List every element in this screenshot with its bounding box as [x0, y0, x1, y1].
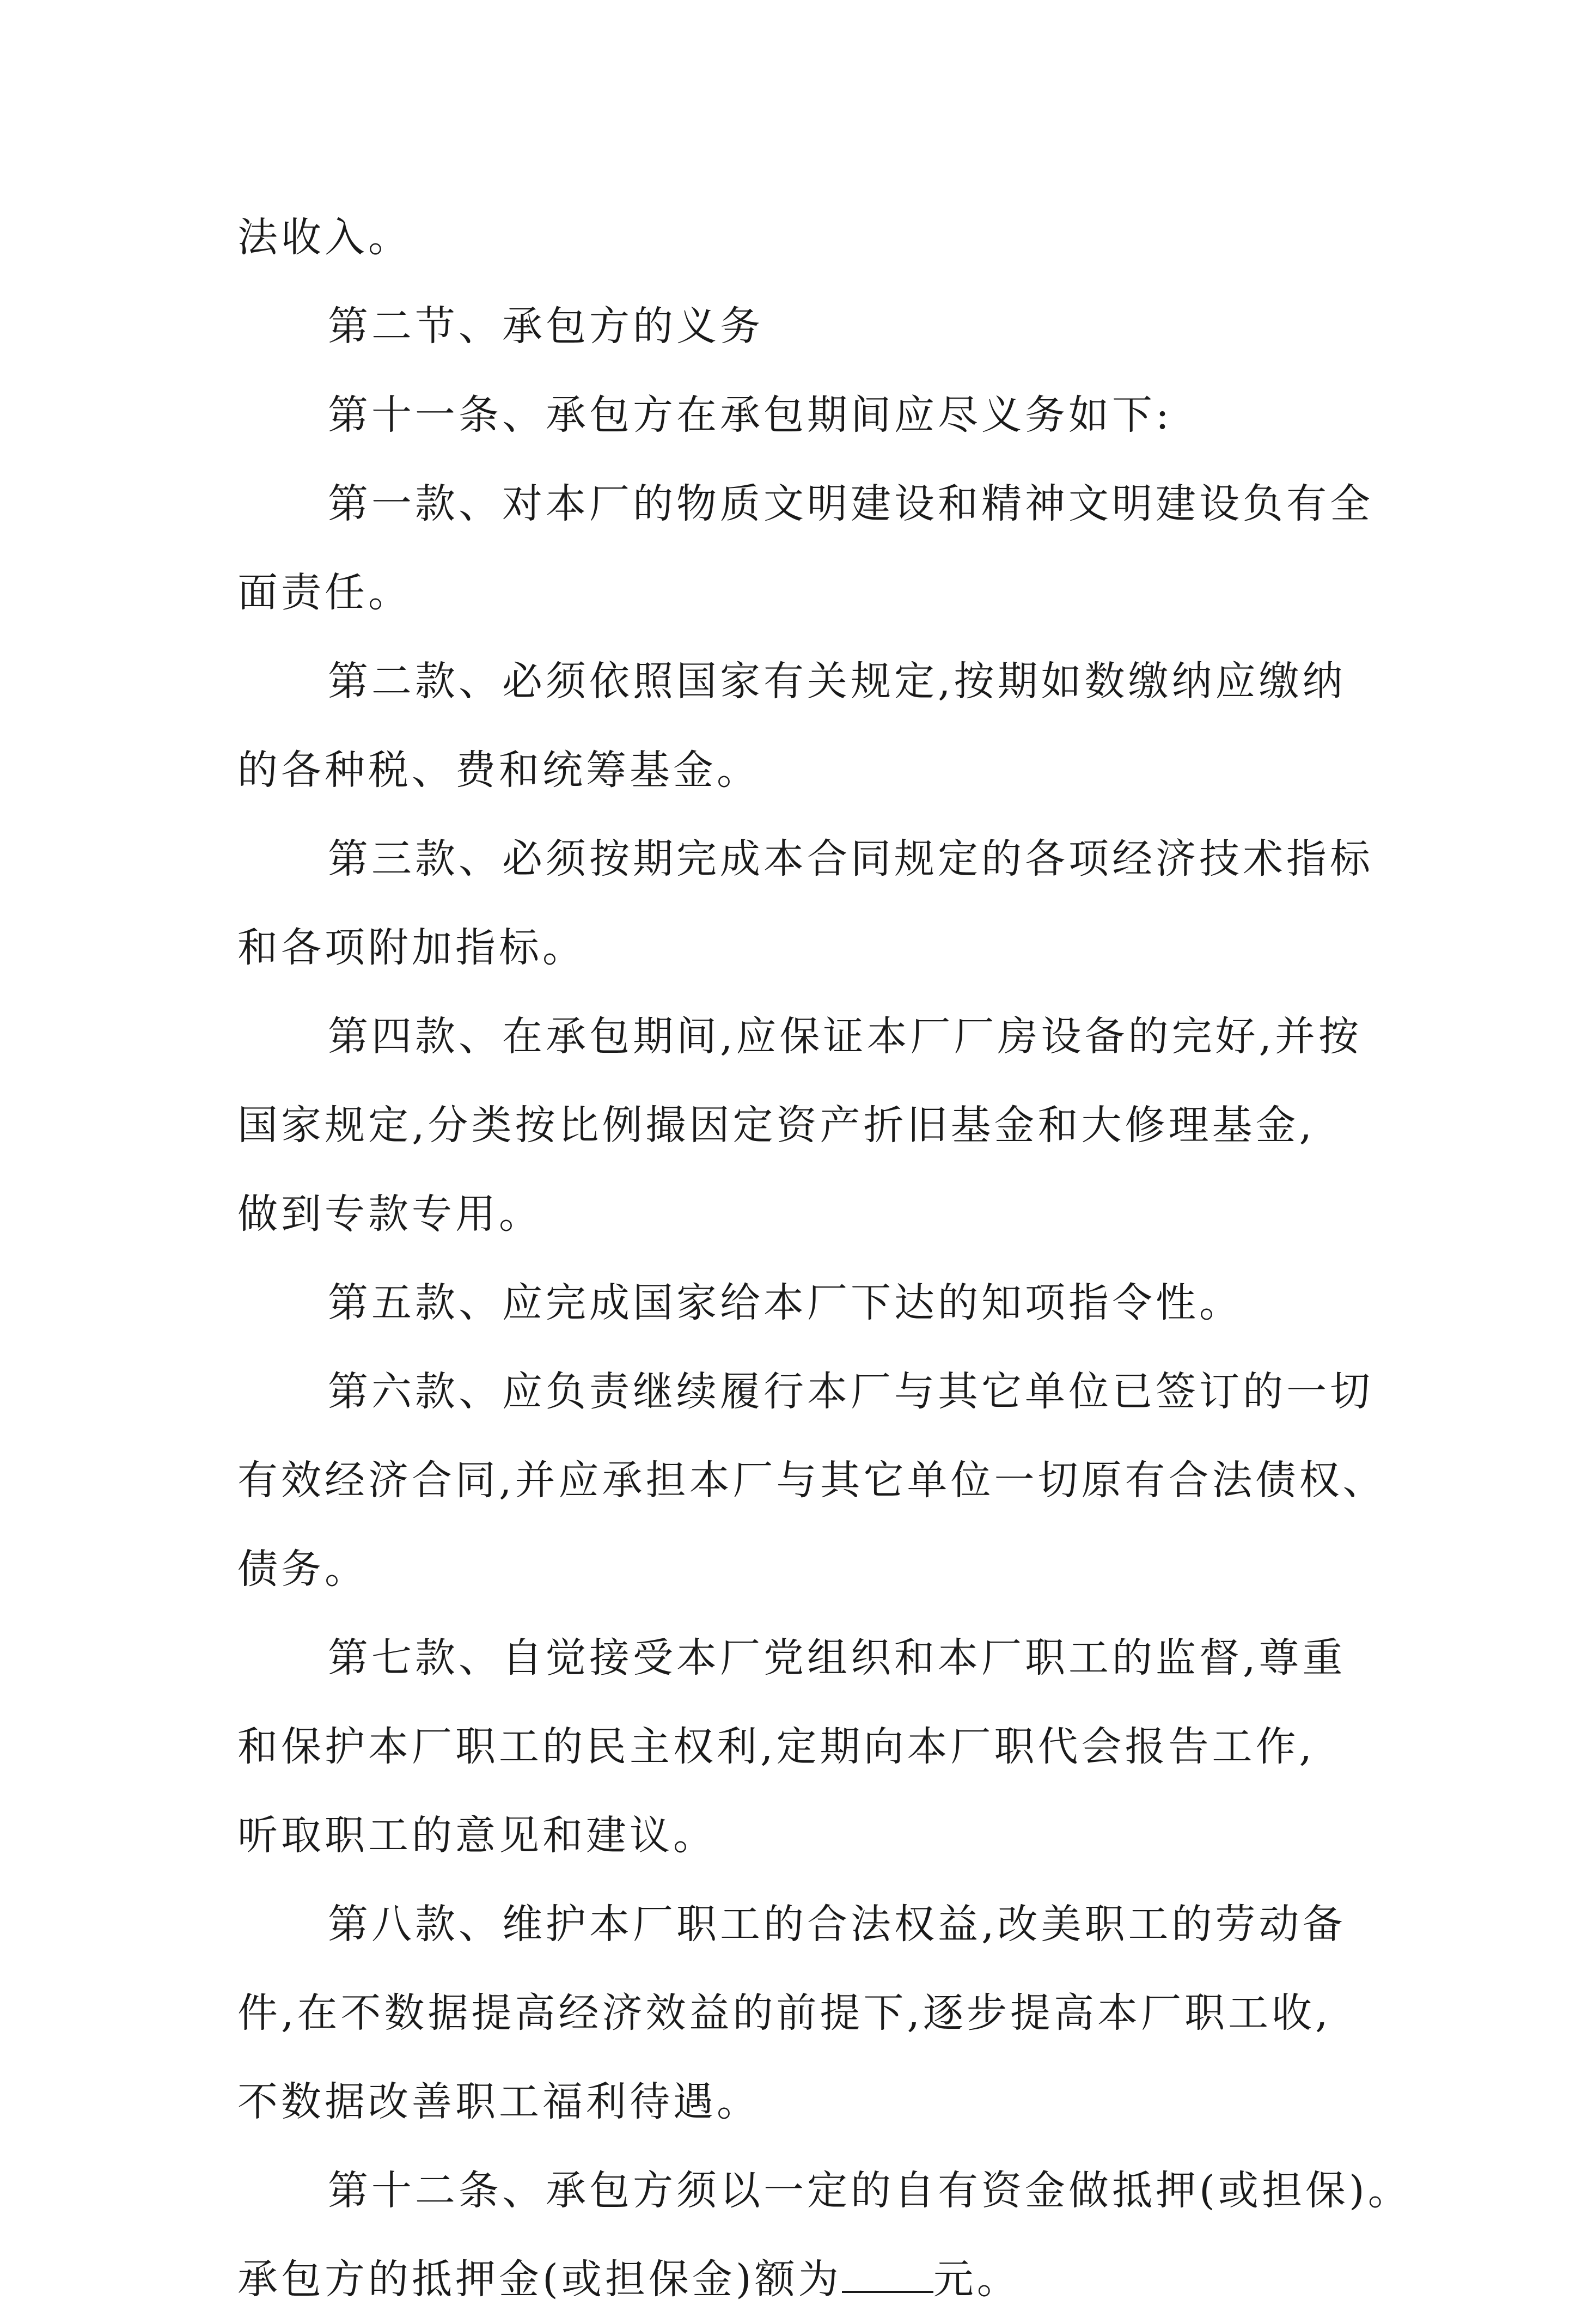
text-line: 和保护本厂职工的民主权利,定期向本厂职代会报告工作, [237, 1723, 1316, 1770]
amount-blank-field [842, 2262, 933, 2293]
text-line: 第七款、自觉接受本厂党组织和本厂职工的监督,尊重 [328, 1634, 1346, 1681]
text-line: 的各种税、费和统筹基金。 [237, 747, 760, 794]
text-line: 第二节、承包方的义务 [328, 303, 763, 350]
text-line: 债务。 [237, 1546, 368, 1593]
text-line: 不数据改善职工福利待遇。 [237, 2078, 760, 2125]
amount-suffix: 元。 [933, 2256, 1021, 2303]
contract-body-text [237, 193, 1412, 2324]
text-line: 第二款、必须依照国家有关规定,按期如数缴纳应缴纳 [328, 658, 1346, 705]
amount-prefix: 承包方的抵押金(或担保金)额为 [237, 2256, 842, 2303]
text-line: 听取职工的意见和建议。 [237, 1812, 717, 1859]
text-line: 法收入。 [237, 214, 412, 261]
text-line: 第一款、对本厂的物质文明建设和精神文明建设负有全 [328, 480, 1373, 527]
text-line: 件,在不数据提高经济效益的前提下,逐步提高本厂职工收, [237, 1990, 1331, 2036]
text-line: 第十二条、承包方须以一定的自有资金做抵押(或担保)。 [328, 2167, 1412, 2214]
text-line: 第四款、在承包期间,应保证本厂厂房设备的完好,并按 [328, 1013, 1363, 1060]
text-line: 第八款、维护本厂职工的合法权益,改美职工的劳动备 [328, 1901, 1346, 1948]
line-last [237, 2235, 1397, 2324]
text-line: 第三款、必须按期完成本合同规定的各项经济技术指标 [328, 835, 1373, 882]
text-line: 第十一条、承包方在承包期间应尽义务如下: [328, 392, 1172, 438]
text-line: 有效经济合同,并应承担本厂与其它单位一切原有合法债权、 [237, 1457, 1386, 1504]
text-line: 国家规定,分类按比例撮因定资产折旧基金和大修理基金, [237, 1102, 1316, 1149]
text-line: 第五款、应完成国家给本厂下达的知项指令性。 [328, 1279, 1243, 1326]
text-line: 第六款、应负责继续履行本厂与其它单位已签订的一切 [328, 1368, 1373, 1415]
text-line: 和各项附加指标。 [237, 924, 586, 971]
text-line: 面责任。 [237, 569, 412, 616]
text-line: 做到专款专用。 [237, 1191, 542, 1237]
